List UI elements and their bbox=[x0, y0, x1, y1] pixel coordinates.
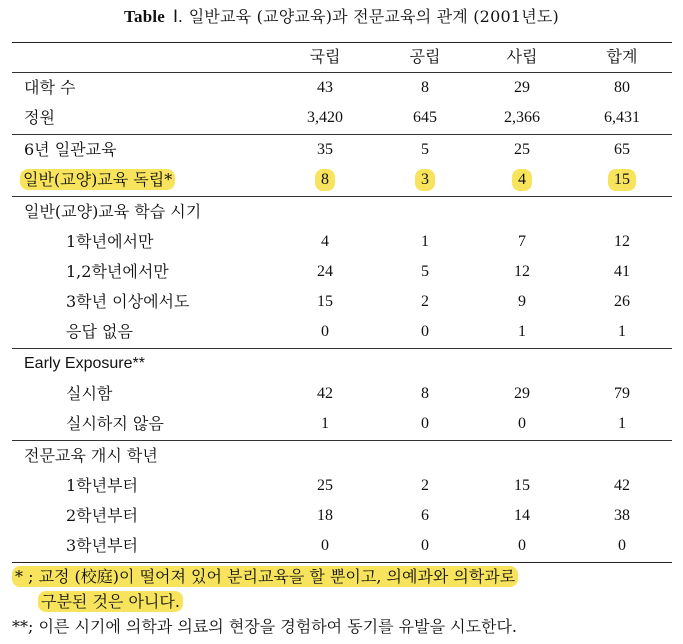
section-heading-row bbox=[0, 441, 683, 471]
table-cell: 15 bbox=[317, 293, 333, 310]
table-cell: 0 bbox=[321, 537, 329, 554]
col-header: 사립 bbox=[506, 47, 538, 66]
col-header: 공립 bbox=[409, 47, 441, 66]
table-cell: 15 bbox=[608, 169, 636, 191]
table-cell: 1 bbox=[618, 415, 626, 432]
table-cell: 26 bbox=[614, 293, 630, 310]
table-row bbox=[0, 409, 683, 439]
table-cell: 41 bbox=[614, 263, 630, 280]
table-cell: 25 bbox=[514, 141, 530, 158]
row-label: 정원 bbox=[24, 108, 55, 127]
header-row bbox=[0, 42, 683, 72]
table-cell: 3 bbox=[415, 169, 435, 191]
footnote-2: **; 이른 시기에 의학과 의료의 현장을 경험하여 동기를 유발을 시도한다. bbox=[12, 617, 518, 636]
table-cell: 12 bbox=[514, 263, 530, 280]
col-header: 국립 bbox=[309, 47, 341, 66]
table-row bbox=[0, 73, 683, 103]
section-heading: 전문교육 개시 학년 bbox=[24, 446, 158, 465]
col-header: 합계 bbox=[606, 47, 638, 66]
table-cell: 79 bbox=[614, 385, 630, 402]
table-cell: 8 bbox=[421, 385, 429, 402]
table-row bbox=[0, 103, 683, 133]
table-cell: 0 bbox=[321, 323, 329, 340]
table-cell: 0 bbox=[518, 415, 526, 432]
footnote-1 bbox=[12, 564, 518, 590]
footnote-1-line-2: 구분된 것은 아니다. bbox=[38, 591, 183, 612]
footnote-1-line-1: * ; 교정 (校庭)이 떨어져 있어 분리교육을 할 뿐이고, 의예과와 의학과로 bbox=[12, 566, 518, 587]
table-cell: 2 bbox=[421, 293, 429, 310]
table-cell: 15 bbox=[514, 477, 530, 494]
table-cell: 6 bbox=[421, 507, 429, 524]
table-cell: 42 bbox=[317, 385, 333, 402]
row-label: 2학년부터 bbox=[66, 506, 139, 525]
row-label: 일반(교양)교육 독립* bbox=[20, 169, 175, 190]
table-title-text: 일반교육 (교양교육)과 전문교육의 관계 (2001년도) bbox=[188, 7, 559, 26]
table-cell: 3,420 bbox=[307, 109, 343, 126]
table-cell: 0 bbox=[421, 415, 429, 432]
row-label: 3학년부터 bbox=[66, 536, 139, 555]
table-cell: 24 bbox=[317, 263, 333, 280]
table-cell: 12 bbox=[614, 233, 630, 250]
section-heading: Early Exposure** bbox=[24, 355, 145, 372]
table-cell: 18 bbox=[317, 507, 333, 524]
section-heading-row bbox=[0, 197, 683, 227]
table-cell: 42 bbox=[614, 477, 630, 494]
table-title-lead: Table bbox=[124, 7, 166, 26]
table-cell: 35 bbox=[317, 141, 333, 158]
row-label: 응답 없음 bbox=[66, 322, 133, 341]
table-cell: 4 bbox=[321, 233, 329, 250]
table-cell: 9 bbox=[518, 293, 526, 310]
table-cell: 2 bbox=[421, 477, 429, 494]
row-label: 실시함 bbox=[66, 384, 113, 403]
table-cell: 65 bbox=[614, 141, 630, 158]
table-cell: 38 bbox=[614, 507, 630, 524]
section-heading: 일반(교양)교육 학습 시기 bbox=[24, 202, 202, 221]
table-cell: 1 bbox=[618, 323, 626, 340]
table-row bbox=[0, 227, 683, 257]
table-cell: 4 bbox=[512, 169, 532, 191]
row-label: 1학년에서만 bbox=[66, 232, 154, 251]
table-row bbox=[0, 531, 683, 561]
row-label: 3학년 이상에서도 bbox=[66, 292, 190, 311]
table-cell: 5 bbox=[421, 141, 429, 158]
table-cell: 8 bbox=[421, 79, 429, 96]
table-cell: 0 bbox=[518, 537, 526, 554]
table-row bbox=[0, 471, 683, 501]
table-cell: 43 bbox=[317, 79, 333, 96]
table-cell: 0 bbox=[618, 537, 626, 554]
bottom-rule bbox=[12, 562, 672, 563]
table-row bbox=[0, 317, 683, 347]
table-cell: 8 bbox=[315, 169, 335, 191]
table-cell: 25 bbox=[317, 477, 333, 494]
table-cell: 29 bbox=[514, 385, 530, 402]
section-heading-row bbox=[0, 349, 683, 379]
table-row bbox=[0, 257, 683, 287]
footnote-1-cont bbox=[38, 589, 183, 615]
row-label: 대학 수 bbox=[24, 78, 76, 97]
table-cell: 1 bbox=[518, 323, 526, 340]
table-cell: 0 bbox=[421, 323, 429, 340]
row-label: 1,2학년에서만 bbox=[66, 262, 169, 281]
table-cell: 2,366 bbox=[504, 109, 540, 126]
table-cell: 645 bbox=[413, 109, 437, 126]
table-cell: 7 bbox=[518, 233, 526, 250]
table-cell: 29 bbox=[514, 79, 530, 96]
table-cell: 6,431 bbox=[604, 109, 640, 126]
table-row bbox=[0, 287, 683, 317]
row-label: 6년 일관교육 bbox=[24, 140, 117, 159]
table-cell: 14 bbox=[514, 507, 530, 524]
table-cell: 0 bbox=[421, 537, 429, 554]
row-label: 실시하지 않음 bbox=[66, 414, 164, 433]
table-title bbox=[0, 4, 683, 27]
table-row bbox=[0, 501, 683, 531]
table-row bbox=[0, 379, 683, 409]
table-title-number: Ⅰ. bbox=[173, 7, 183, 26]
highlighted-row bbox=[0, 165, 683, 195]
table-row bbox=[0, 135, 683, 165]
row-label: 1학년부터 bbox=[66, 476, 139, 495]
table-cell: 5 bbox=[421, 263, 429, 280]
table-cell: 1 bbox=[321, 415, 329, 432]
table-cell: 80 bbox=[614, 79, 630, 96]
table-cell: 1 bbox=[421, 233, 429, 250]
